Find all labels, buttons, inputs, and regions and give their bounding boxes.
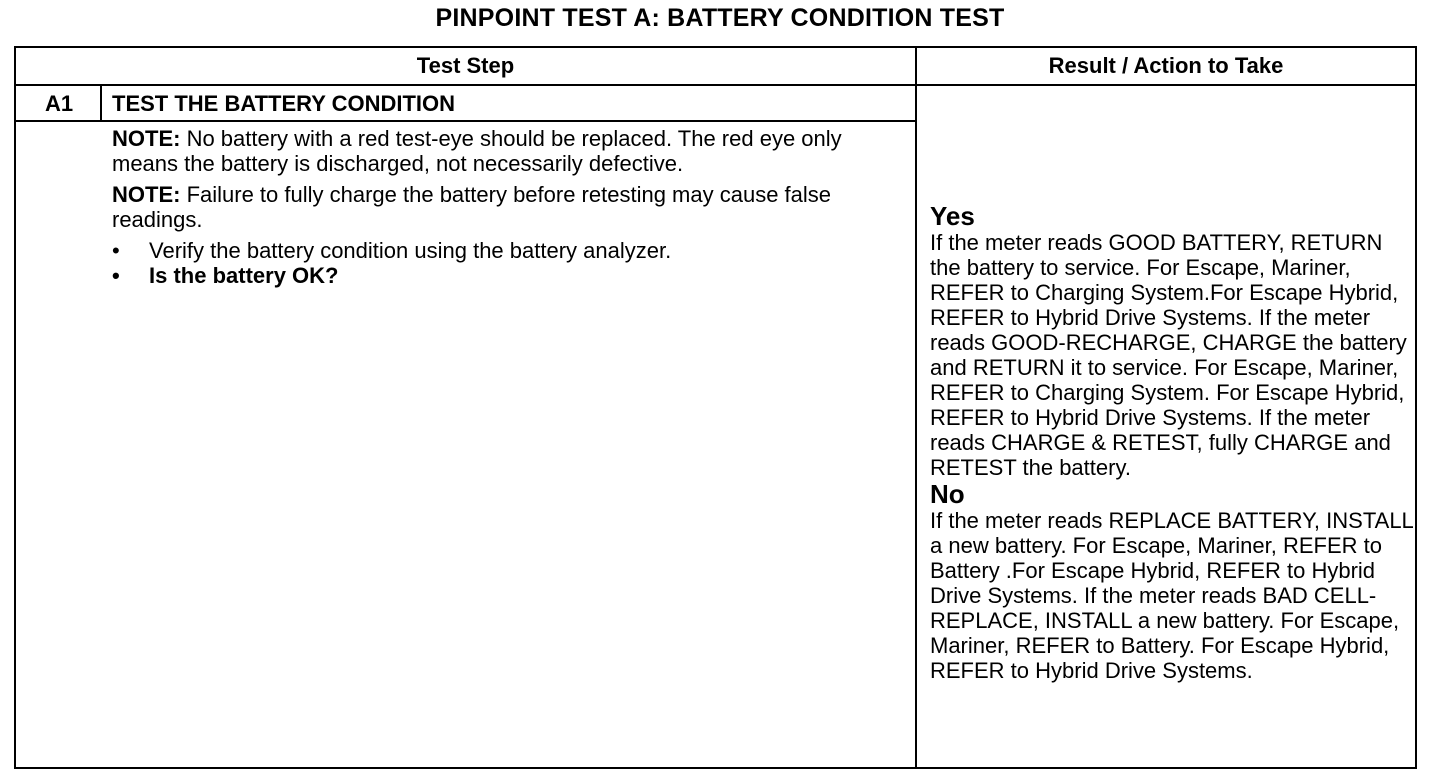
bullet-question: Is the battery OK? bbox=[149, 263, 339, 288]
step-body bbox=[112, 126, 892, 288]
result-cell bbox=[930, 202, 1415, 683]
step-bullets bbox=[112, 238, 892, 288]
note-1 bbox=[112, 126, 892, 176]
no-text: If the meter reads REPLACE BATTERY, INSTALL a new battery. For Escape, Mariner, REFER to Battery .For Escape Hybrid, REFER to Hybrid Drive Systems. If the meter reads BAD CELL-REPLACE, INSTALL a new battery. For Escape, Mariner, REFER to Battery. For Escape Hybrid, REFER to Hybrid Drive Systems. bbox=[930, 508, 1413, 683]
test-step-header: Test Step bbox=[416, 53, 515, 78]
note-label: NOTE: bbox=[112, 126, 181, 151]
note-label: NOTE: bbox=[112, 182, 181, 207]
step-title: TEST THE BATTERY CONDITION bbox=[112, 91, 456, 116]
no-label: No bbox=[930, 479, 965, 509]
result-header: Result / Action to Take bbox=[1048, 53, 1284, 78]
pinpoint-test-table bbox=[14, 46, 1417, 769]
bullet-item bbox=[112, 238, 892, 263]
yes-text: If the meter reads GOOD BATTERY, RETURN the battery to service. For Escape, Mariner, REFER to Charging System.For Escape Hybrid, REFER to Hybrid Drive Systems. If the meter reads GOOD-RECHARGE, CHARGE the battery and RETURN it to service. For Escape, Mariner, REFER to Charging System. For Escape Hybrid, REFER to Hybrid Drive Systems. If the meter reads CHARGE & RETEST, fully CHARGE and RETEST the battery. bbox=[930, 230, 1407, 480]
column-divider bbox=[915, 48, 917, 767]
bullet-icon: • bbox=[112, 263, 120, 288]
note-1-text: No battery with a red test-eye should be replaced. The red eye only means the battery is discharged, not necessarily defective. bbox=[112, 126, 842, 176]
note-2-text: Failure to fully charge the battery before retesting may cause false readings. bbox=[112, 182, 832, 232]
page-title: PINPOINT TEST A: BATTERY CONDITION TEST bbox=[435, 4, 1005, 32]
bullet-text: Verify the battery condition using the battery analyzer. bbox=[149, 238, 672, 263]
bullet-item bbox=[112, 263, 892, 288]
note-2 bbox=[112, 182, 892, 232]
bullet-icon: • bbox=[112, 238, 120, 263]
step-id: A1 bbox=[44, 91, 74, 116]
yes-label: Yes bbox=[930, 201, 975, 231]
